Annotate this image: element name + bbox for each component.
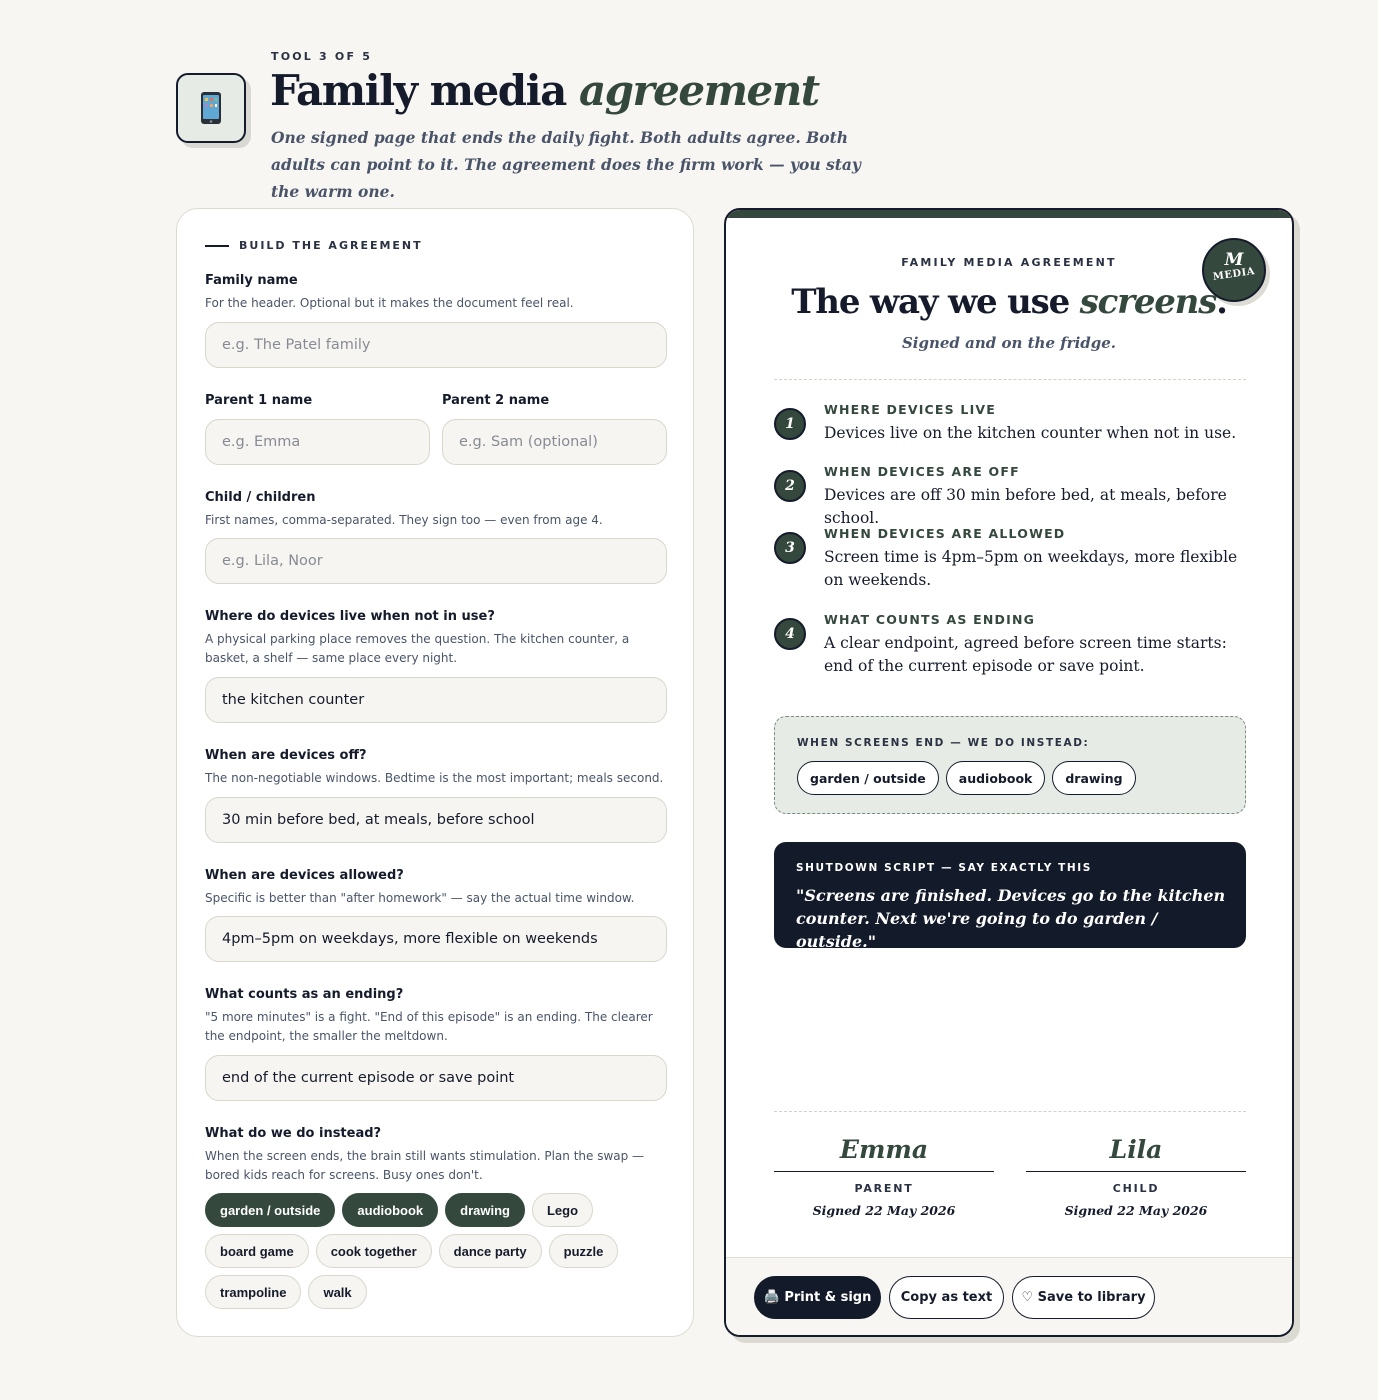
stamp-text: MEDIA	[1212, 266, 1256, 283]
instead-chip-audiobook[interactable]: audiobook	[342, 1193, 438, 1227]
off-label: When are devices off?	[205, 748, 367, 763]
rule-number: 4	[774, 618, 806, 650]
shutdown-script-text: "Screens are finished. Devices go to the kitchen counter. Next we're going to do garden / outside."	[796, 886, 1226, 951]
divider	[774, 379, 1246, 380]
preview-subtitle: Signed and on the fridge.	[901, 334, 1117, 352]
instead-activity-chip: audiobook	[946, 761, 1046, 795]
children-label: Child / children	[205, 490, 316, 505]
agreement-builder-card	[176, 208, 694, 1337]
instead-chip-board-game[interactable]: board game	[205, 1234, 309, 1268]
instead-help: When the screen ends, the brain still wants stimulation. Plan the swap — bored kids reach for screens. Busy ones don't.	[205, 1149, 645, 1182]
signature-name: Emma	[774, 1130, 994, 1172]
copy-text-button[interactable]: Copy as text	[889, 1276, 1004, 1319]
instead-activity-chip: garden / outside	[797, 761, 939, 795]
section-label-rule	[205, 245, 229, 247]
parent1-label: Parent 1 name	[205, 393, 313, 408]
agreement-preview-card	[724, 208, 1294, 1337]
instead-chip-puzzle[interactable]: puzzle	[549, 1234, 619, 1268]
ending-input[interactable]	[205, 1055, 667, 1101]
signature-name: Lila	[1026, 1130, 1246, 1172]
preview-actions	[726, 1257, 1292, 1337]
preview-title: The way we use screens.	[791, 282, 1227, 322]
stamp-letter: M	[1224, 250, 1244, 270]
instead-activity-chip: drawing	[1052, 761, 1135, 795]
instead-chip-walk[interactable]: walk	[308, 1275, 366, 1309]
off-help: The non-negotiable windows. Bedtime is the most important; meals second.	[205, 771, 664, 785]
parent2-input[interactable]	[442, 419, 667, 465]
signature-block	[1026, 1130, 1246, 1218]
rule-heading: WHAT COUNTS AS ENDING	[824, 612, 1036, 627]
rule-number: 2	[774, 470, 806, 502]
tool-step-label: TOOL 3 OF 5	[271, 50, 373, 63]
shutdown-script-box	[774, 842, 1246, 951]
signature-role: CHILD	[1112, 1182, 1160, 1195]
allowed-help: Specific is better than "after homework" — say the actual time window.	[205, 891, 635, 905]
instead-chip-garden[interactable]: garden / outside	[205, 1193, 335, 1227]
shutdown-script-label: SHUTDOWN SCRIPT — SAY EXACTLY THIS	[796, 862, 1092, 874]
rule-heading: WHEN DEVICES ARE ALLOWED	[824, 526, 1066, 541]
preview-eyebrow: FAMILY MEDIA AGREEMENT	[901, 256, 1117, 269]
family-name-input[interactable]	[205, 322, 667, 368]
off-input[interactable]	[205, 797, 667, 843]
parent1-input[interactable]	[205, 419, 430, 465]
instead-chip-dance-party[interactable]: dance party	[439, 1234, 542, 1268]
ending-help: "5 more minutes" is a fight. "End of this episode" is an ending. The clearer the endpoint, the smaller the meltdown.	[205, 1010, 653, 1043]
instead-box-chips	[797, 761, 1136, 795]
rule-text: Devices live on the kitchen counter when not in use.	[824, 424, 1237, 442]
save-library-button[interactable]: ♡ Save to library	[1012, 1276, 1155, 1319]
instead-chip-drawing[interactable]: drawing	[445, 1193, 525, 1227]
instead-chip-lego[interactable]: Lego	[532, 1193, 593, 1227]
rule-text: Devices are off 30 min before bed, at meals, before school.	[824, 486, 1227, 527]
where-label: Where do devices live when not in use?	[205, 609, 495, 624]
preview-top-bar	[726, 210, 1292, 218]
mobile-phone-icon	[200, 91, 222, 125]
rule-text: A clear endpoint, agreed before screen time starts: end of the current episode or save point.	[824, 634, 1227, 675]
signature-date: Signed 22 May 2026	[1064, 1203, 1208, 1218]
page-title: Family media agreement	[270, 66, 819, 115]
family-name-label: Family name	[205, 273, 298, 288]
allowed-input[interactable]	[205, 916, 667, 962]
rule-text: Screen time is 4pm–5pm on weekdays, more flexible on weekends.	[824, 548, 1238, 589]
rule-heading: WHERE DEVICES LIVE	[824, 402, 997, 417]
page-subtitle: One signed page that ends the daily fight. Both adults agree. Both adults can point to it. The agreement does the firm work — you stay the warm one.	[271, 128, 861, 201]
children-help: First names, comma-separated. They sign too — even from age 4.	[205, 513, 603, 527]
signature-date: Signed 22 May 2026	[812, 1203, 956, 1218]
instead-box	[774, 716, 1246, 814]
signature-role: PARENT	[854, 1182, 914, 1195]
instead-label: What do we do instead?	[205, 1126, 382, 1141]
parent2-label: Parent 2 name	[442, 393, 550, 408]
allowed-label: When are devices allowed?	[205, 868, 404, 883]
instead-options	[205, 1193, 675, 1309]
instead-chip-cook-together[interactable]: cook together	[316, 1234, 432, 1268]
section-label: BUILD THE AGREEMENT	[205, 239, 423, 252]
where-input[interactable]	[205, 677, 667, 723]
divider	[774, 1111, 1246, 1112]
children-input[interactable]	[205, 538, 667, 584]
family-name-help: For the header. Optional but it makes the document feel real.	[205, 296, 574, 310]
signature-block	[774, 1130, 994, 1218]
tool-icon-tile	[176, 73, 246, 143]
rule-number: 1	[774, 408, 806, 440]
rule-number: 3	[774, 532, 806, 564]
where-help: A physical parking place removes the question. The kitchen counter, a basket, a shelf — same place every night.	[205, 632, 630, 665]
rule-heading: WHEN DEVICES ARE OFF	[824, 464, 1020, 479]
instead-box-label: WHEN SCREENS END — WE DO INSTEAD:	[797, 737, 1090, 749]
instead-chip-trampoline[interactable]: trampoline	[205, 1275, 301, 1309]
ending-label: What counts as an ending?	[205, 987, 404, 1002]
print-sign-button[interactable]: 🖨️ Print & sign	[754, 1276, 881, 1319]
